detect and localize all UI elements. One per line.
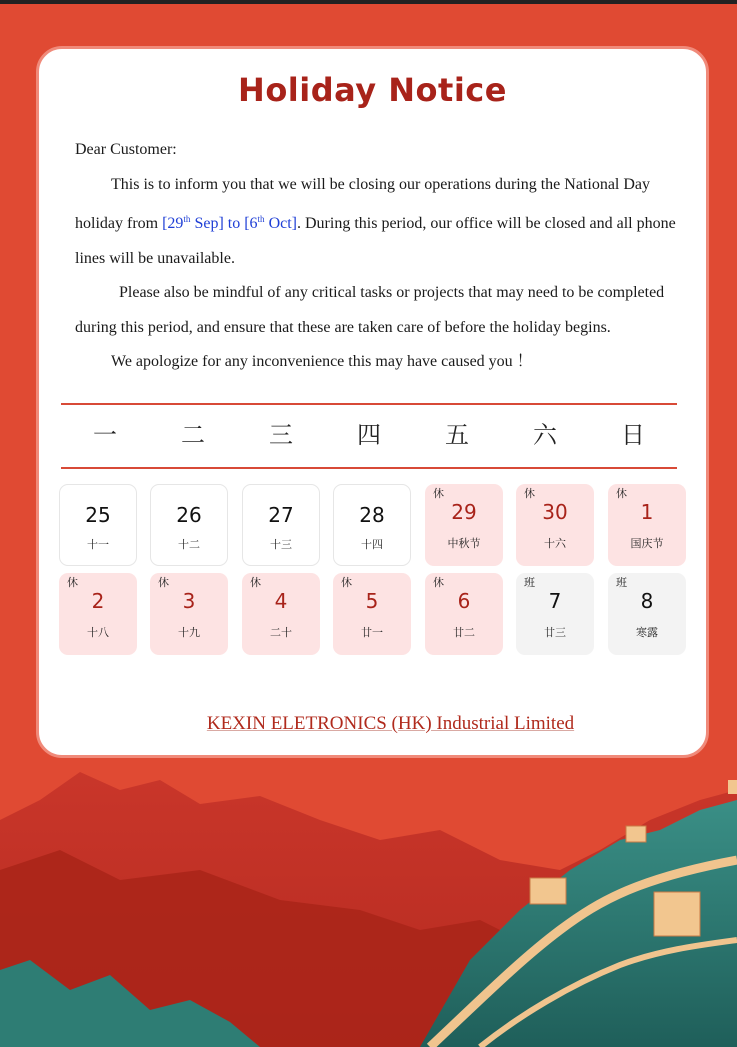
day-status-tag: 休: [616, 487, 627, 500]
day-number: 4: [274, 589, 288, 613]
watchtower-2: [654, 892, 700, 936]
paragraph-reminder: Please also be mindful of any critical tasks or projects that may need to be completed during this period, and ensure that these are taken care of before the holiday begins.: [75, 284, 665, 336]
day-status-tag: 休: [433, 576, 444, 589]
great-wall-mountain-scenery: [0, 760, 737, 1047]
weekday-label: 日: [621, 421, 645, 449]
lunar-date: 十三: [270, 538, 292, 551]
day-number: 29: [451, 500, 477, 524]
date-end: [6th Oct]: [244, 214, 297, 232]
top-strip: [0, 0, 737, 4]
lunar-date: 十一: [87, 538, 109, 551]
day-number: 30: [542, 500, 568, 524]
day-status-tag: 休: [341, 576, 352, 589]
day-number: 28: [359, 503, 385, 527]
lunar-date: 国庆节: [630, 537, 664, 550]
calendar-day-rest: [333, 573, 411, 655]
day-number: 25: [85, 503, 111, 527]
lunar-date: 十九: [178, 626, 200, 639]
weekday-label: 二: [181, 421, 205, 449]
day-status-tag: 休: [158, 576, 169, 589]
paragraph-closing-info: [75, 168, 687, 277]
calendar-day-rest: [150, 573, 228, 655]
day-number: 27: [268, 503, 294, 527]
lunar-date: 十八: [87, 626, 109, 639]
weekday-label: 一: [93, 421, 117, 449]
calendar-day-normal: [150, 484, 228, 566]
calendar-day-rest: [516, 484, 594, 566]
day-status-tag: 休: [433, 487, 444, 500]
calendar-day-rest: [242, 573, 320, 655]
calendar-day-work: [608, 573, 686, 655]
divider-bottom: [61, 467, 677, 469]
notice-title: Holiday Notice: [238, 71, 507, 109]
day-status-tag: 班: [524, 576, 535, 589]
date-to: to: [223, 215, 245, 232]
day-number: 1: [640, 500, 654, 524]
day-number: 5: [365, 589, 379, 613]
lunar-date: 十六: [544, 537, 566, 550]
day-status-tag: 休: [524, 487, 535, 500]
calendar-day-normal: [59, 484, 137, 566]
lunar-date: 寒露: [636, 626, 658, 639]
lunar-date: 十四: [361, 538, 383, 551]
day-number: 6: [457, 589, 471, 613]
notice-card: [36, 46, 709, 758]
day-status-tag: 休: [250, 576, 261, 589]
paragraph-apology: We apologize for any inconvenience this may have caused you ！: [111, 353, 533, 370]
calendar-day-rest: [425, 573, 503, 655]
weekday-header: [61, 415, 677, 455]
lunar-date: 廿一: [361, 626, 383, 639]
day-status-tag: 班: [616, 576, 627, 589]
calendar-day-rest: [59, 573, 137, 655]
calendar-day-normal: [333, 484, 411, 566]
weekday-label: 五: [445, 421, 469, 449]
watchtower-3: [626, 826, 646, 842]
day-number: 2: [91, 589, 105, 613]
watchtower-1: [530, 878, 566, 904]
day-number: 7: [548, 589, 562, 613]
day-number: 3: [182, 589, 196, 613]
weekday-label: 四: [357, 421, 381, 449]
date-start: [29th Sep]: [162, 214, 224, 232]
company-name: KEXIN ELETRONICS (HK) Industrial Limited: [206, 713, 575, 734]
lunar-date: 廿二: [453, 626, 475, 639]
para1-lead: This is to inform you that we will be closing our operations during the National Day holiday from: [75, 175, 651, 232]
lunar-date: 中秋节: [447, 537, 481, 550]
calendar-day-normal: [242, 484, 320, 566]
day-status-tag: 休: [67, 576, 78, 589]
weekday-label: 六: [533, 421, 557, 449]
lunar-date: 十二: [178, 538, 200, 551]
divider-top: [61, 403, 677, 405]
day-number: 26: [176, 503, 202, 527]
notice-body: [75, 133, 687, 380]
lunar-date: 二十: [270, 626, 292, 639]
weekday-label: 三: [269, 421, 293, 449]
lunar-date: 廿三: [544, 626, 566, 639]
salutation: Dear Customer:: [75, 141, 177, 158]
calendar-day-rest: [425, 484, 503, 566]
calendar-day-rest: [608, 484, 686, 566]
day-number: 8: [640, 589, 654, 613]
para1-tail: . During this period, our office will be closed and all phone lines will be unavailable.: [75, 215, 676, 267]
calendar-day-work: [516, 573, 594, 655]
